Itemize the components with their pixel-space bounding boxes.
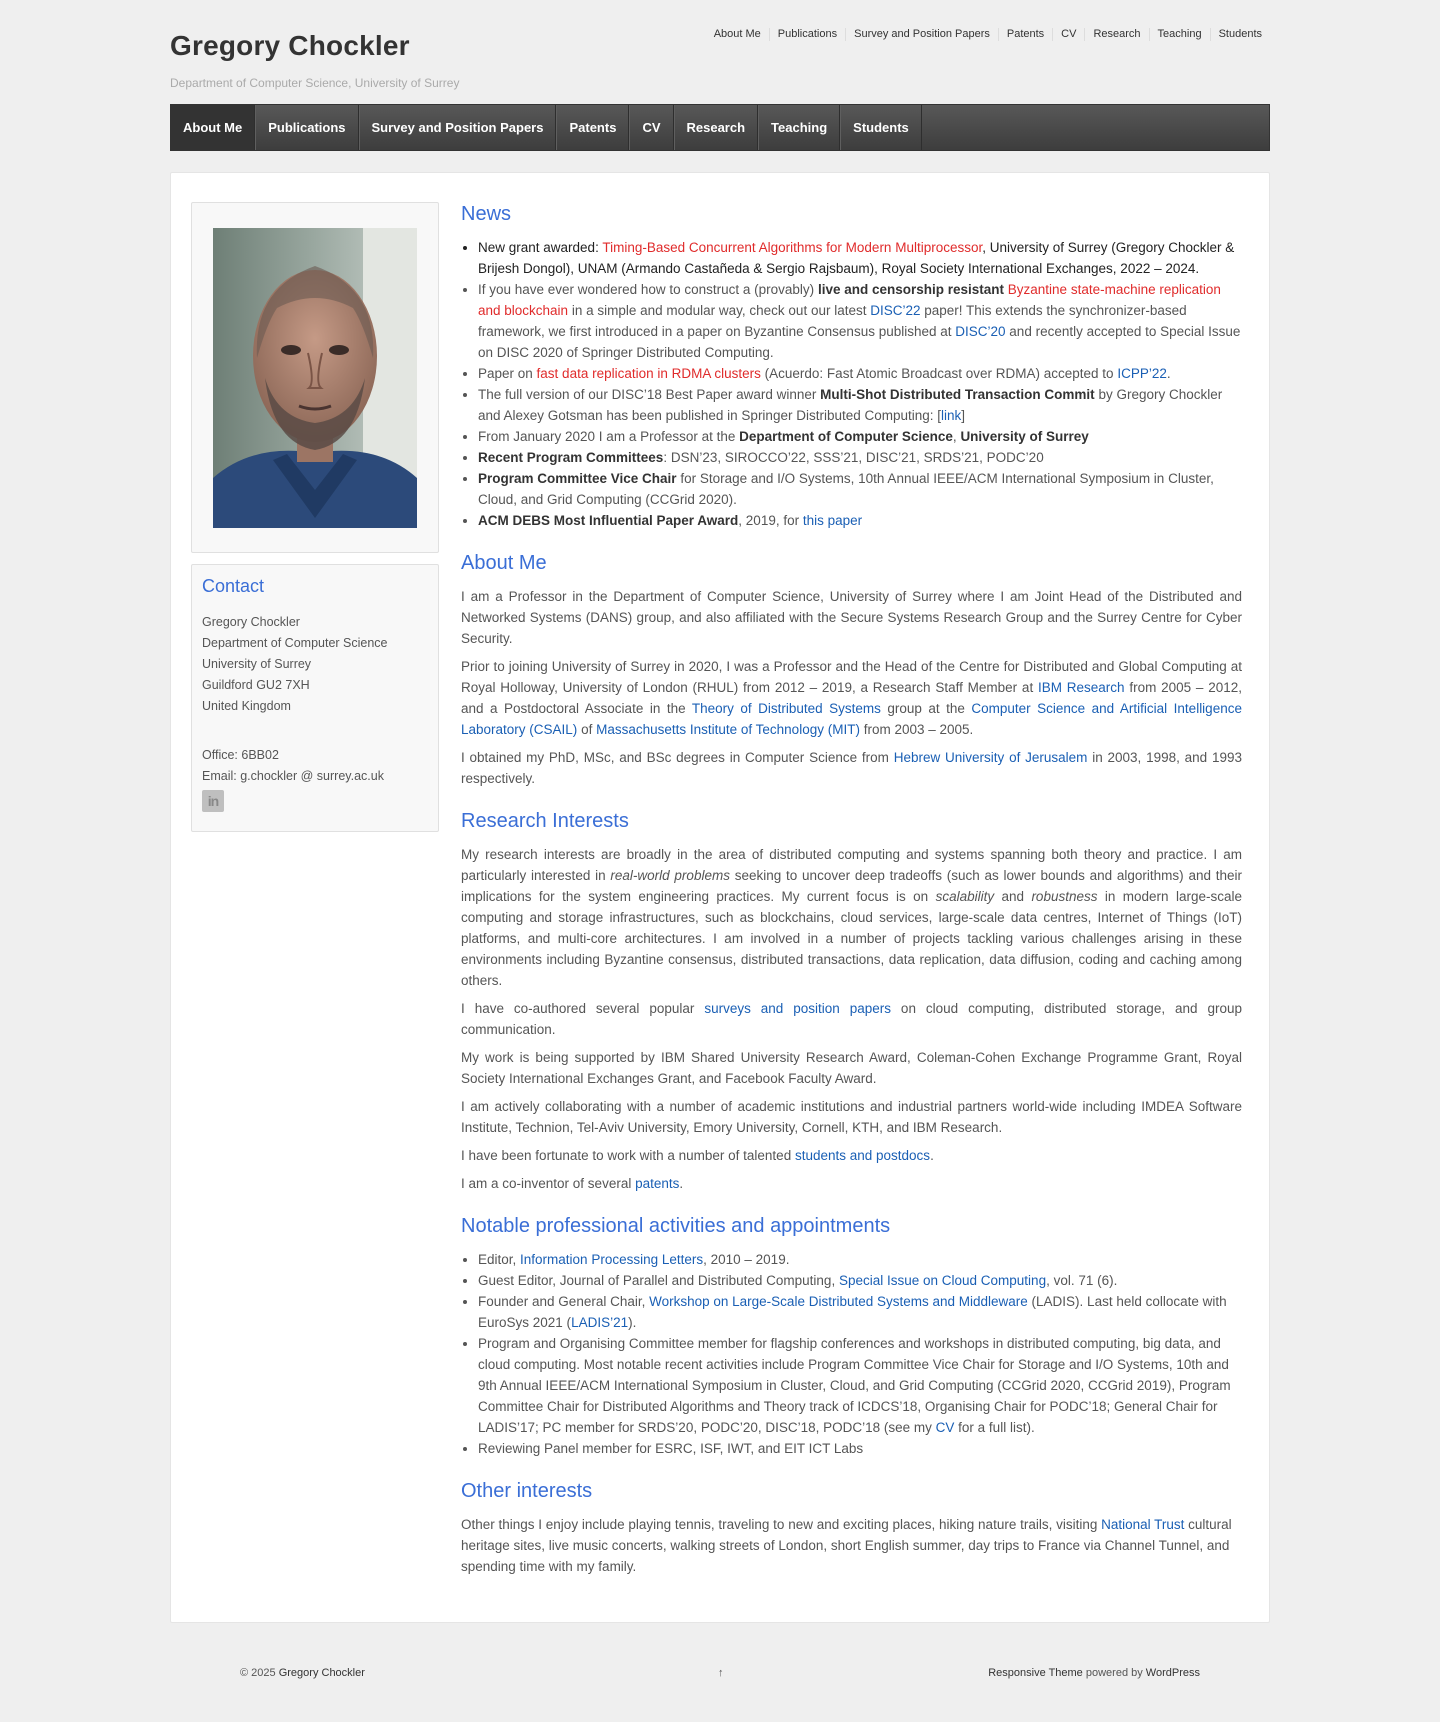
activity-text: , 2010 – 2019. (703, 1252, 790, 1267)
news-bold: ACM DEBS Most Influential Paper Award (478, 513, 739, 528)
ipl-link[interactable]: Information Processing Letters (520, 1252, 704, 1267)
national-trust-link[interactable]: National Trust (1101, 1517, 1185, 1532)
news-item (478, 237, 1242, 279)
byzantine-smr-link[interactable]: Byzantine state-machine replication and blockchain (478, 282, 1221, 318)
other-title: Other interests (461, 1480, 593, 1502)
activity-item (478, 1291, 1242, 1333)
patents-link[interactable]: patents (635, 1176, 680, 1191)
contact-widget (191, 564, 439, 832)
news-text: in a simple and modular way, check out our latest (568, 303, 871, 318)
research-text: seeking to uncover deep tradeoffs (such as lower bounds and algorithms) and their implications for the system engineering practices. My current focus is on (461, 868, 1242, 904)
about-paragraph: I am a Professor in the Department of Computer Science, University of Surrey where I am Joint Head of the Distributed and Networked Systems (DANS) group, and also affiliated with the Secure Systems Research Group and the Surrey Centre for Cyber Security. (461, 589, 1242, 646)
paper-link[interactable]: link (941, 408, 962, 423)
contact-country: United Kingdom (202, 699, 291, 713)
about-text: in 2003, 1998, and 1993 respectively. (461, 750, 1243, 786)
news-text: for Storage and I/O Systems, 10th Annual IEEE/ACM International Symposium in Cluster, Cloud, and Grid Computing (CCGrid 2020). (478, 471, 1214, 507)
main-nav (170, 104, 1270, 151)
research-section (461, 809, 1242, 1194)
news-text: Paper on (478, 366, 537, 381)
about-text: from 2003 – 2005. (859, 722, 974, 737)
disc22-link[interactable]: DISC’22 (870, 303, 921, 318)
news-bold: Department of Computer Science (739, 429, 953, 444)
top-menu-teaching[interactable]: Teaching (1149, 28, 1210, 41)
research-paragraph (461, 1145, 1242, 1166)
activity-text: Founder and General Chair, (478, 1294, 650, 1309)
grant-link[interactable]: Timing-Based Concurrent Algorithms for Modern Multiprocessor (602, 240, 983, 255)
about-text: from 2005 – 2012, and a Postdoctoral Associate in the (461, 680, 1242, 716)
research-paragraph: My work is being supported by IBM Shared University Research Award, Coleman-Cohen Exchange Programme Grant, Royal Society International Exchanges Grant, and Facebook Faculty Award. (461, 1050, 1242, 1086)
news-text: (Acuerdo: Fast Atomic Broadcast over RDMA) accepted to (760, 366, 1118, 381)
news-text: If you have ever wondered how to construct a (provably) (478, 282, 818, 297)
contact-city: Guildford GU2 7XH (202, 678, 310, 692)
news-item (478, 426, 1242, 447)
other-paragraph (461, 1514, 1242, 1577)
icpp22-link[interactable]: ICPP’22 (1117, 366, 1167, 381)
about-section (461, 551, 1242, 789)
activities-section (461, 1214, 1242, 1459)
research-text: My research interests are broadly in the area of distributed computing and systems spanning both theory and practice. I am particularly interested in (461, 847, 1242, 883)
nav-about-me[interactable]: About Me (171, 105, 255, 150)
research-title: Research Interests (461, 810, 629, 832)
main-content (461, 202, 1242, 1584)
news-item (478, 447, 1242, 468)
special-issue-link[interactable]: Special Issue on Cloud Computing (838, 1273, 1047, 1288)
news-text: From January 2020 I am a Professor at the (478, 429, 740, 444)
content-box (170, 172, 1270, 1623)
news-text: by Gregory Chockler and Alexey Gotsman has been published in Springer Distributed Computing: [ (478, 387, 1223, 423)
news-text: , (952, 429, 961, 444)
news-text: New grant awarded: (478, 240, 603, 255)
site-header (170, 0, 1270, 104)
about-title: About Me (461, 552, 547, 574)
activity-text: ). (628, 1315, 637, 1330)
news-item (478, 279, 1242, 363)
csail-link[interactable]: Computer Science and Artificial Intelligence Laboratory (CSAIL) (461, 701, 1242, 737)
research-italic: real-world problems (610, 868, 730, 883)
research-italic: scalability (935, 889, 995, 904)
news-text: , 2019, for (738, 513, 803, 528)
disc20-link[interactable]: DISC’20 (955, 324, 1006, 339)
top-menu-publications[interactable]: Publications (769, 28, 845, 41)
debs-paper-link[interactable]: this paper (802, 513, 863, 528)
nav-teaching[interactable]: Teaching (758, 105, 840, 150)
news-title: News (461, 203, 512, 225)
site-title[interactable]: Gregory Chockler (170, 30, 410, 61)
research-paragraph (461, 844, 1242, 991)
activity-text: Editor, (478, 1252, 521, 1267)
activity-text: (LADIS). Last held collocate with EuroSys 2021 ( (478, 1294, 1227, 1330)
news-section (461, 202, 1242, 531)
news-item (478, 363, 1242, 384)
research-text: I am a co-inventor of several (461, 1176, 636, 1191)
other-section (461, 1479, 1242, 1577)
research-paragraph (461, 1173, 1242, 1194)
research-text: I have been fortunate to work with a number of talented (461, 1148, 795, 1163)
news-bold: University of Surrey (960, 429, 1089, 444)
photo-widget (191, 202, 439, 553)
footer (170, 1661, 1270, 1721)
research-text: in modern large-scale computing and storage infrastructures, such as blockchains, cloud services, large-scale data centres, Internet of Things (IoT) platforms, and multi-core architectures. I am involved in a number of projects tackling various challenges arising in these environments including Byzantine consensus, distributed transactions, data replication, data diffusion, coding and caching among others. (461, 889, 1242, 988)
about-paragraph (461, 747, 1242, 789)
news-text: : DSN’23, SIROCCO’22, SSS’21, DISC’21, SRDS’21, PODC’20 (663, 450, 1044, 465)
activities-title: Notable professional activities and appointments (461, 1215, 891, 1237)
contact-office: Office: 6BB02 (202, 748, 279, 762)
profile-photo (213, 228, 417, 528)
top-menu-about[interactable]: About Me (713, 28, 761, 40)
sidebar (191, 202, 439, 1584)
nav-patents[interactable]: Patents (556, 105, 629, 150)
about-text: I obtained my PhD, MSc, and BSc degrees in Computer Science from (461, 750, 894, 765)
research-italic: robustness (1031, 889, 1098, 904)
news-text: and recently accepted to Special Issue on DISC 2020 of Springer Distributed Computing. (478, 324, 1241, 360)
other-text: Other things I enjoy include playing tennis, traveling to new and exciting places, hiking nature trails, visiting (461, 1517, 1102, 1532)
theme-link[interactable]: Responsive Theme (988, 1667, 1083, 1679)
top-menu-cv[interactable]: CV (1052, 28, 1084, 41)
contact-name: Gregory Chockler (202, 615, 300, 629)
mit-link[interactable]: Massachusetts Institute of Technology (MIT) (596, 722, 860, 737)
news-item (478, 384, 1242, 426)
research-text: I have co-authored several popular (461, 1001, 705, 1016)
activity-item (478, 1270, 1242, 1291)
news-text: paper! This extends the synchronizer-based framework, we first introduced in a paper on Byzantine Consensus published at (478, 303, 1187, 339)
news-bold: Recent Program Committees (478, 450, 664, 465)
credit-text: powered by (1082, 1667, 1146, 1679)
top-menu-survey[interactable]: Survey and Position Papers (845, 28, 998, 41)
tds-link[interactable]: Theory of Distributed Systems (691, 701, 881, 716)
news-bold: Multi-Shot Distributed Transaction Commit (820, 387, 1095, 402)
ladis21-link[interactable]: LADIS’21 (571, 1315, 629, 1330)
news-text: , University of Surrey (Gregory Chockler & Brijesh Dongol), UNAM (Armando Castañeda & Sergio Rajsbaum), Royal Society International Exchanges, 2022 – 2024. (478, 240, 1235, 276)
activity-item: • Reviewing Panel member for ESRC, ISF, IWT, and EIT ICT Labs (478, 1438, 1242, 1459)
copyright-name-link[interactable]: Gregory Chockler (278, 1667, 365, 1679)
activity-text: for a full list). (954, 1420, 1035, 1435)
ibm-research-link[interactable]: IBM Research (1037, 680, 1125, 695)
news-item (478, 468, 1242, 510)
contact-university: University of Surrey (202, 657, 312, 671)
cv-link[interactable]: CV (935, 1420, 955, 1435)
other-text: cultural heritage sites, live music concerts, walking streets of London, short English summer, day trips to France via Channel Tunnel, and spending time with my family. (461, 1517, 1232, 1574)
research-text: . (930, 1148, 934, 1163)
linkedin-icon[interactable]: in (202, 790, 224, 812)
top-menu-patents[interactable]: Patents (998, 28, 1052, 41)
news-text: The full version of our DISC’18 Best Paper award winner (478, 387, 821, 402)
activity-text: Program and Organising Committee member for flagship conferences and workshops in distributed computing, big data, and cloud computing. Most notable recent activities include Program Committee Vice Chair for Storage and I/O Systems, 10th and 9th Annual IEEE/ACM International Symposium in Cluster, Cloud, and Grid Computing (CCGrid 2020, CCGrid 2019), Program Committee Chair for Distributed Algorithms and Theory track of ICDCS’18, Organising Chair for PODC’18; General Chair for LADIS’17; PC member for SRDS’20, PODC’20, DISC’18, PODC’18 (see my (478, 1336, 1231, 1435)
top-menu-students[interactable]: Students (1210, 28, 1270, 41)
news-item (478, 510, 1242, 531)
news-list (461, 237, 1242, 531)
copyright-text: © 2025 (240, 1667, 279, 1679)
copyright (240, 1667, 365, 1679)
ladis-workshop-link[interactable]: Workshop on Large-Scale Distributed Systems and Middleware (649, 1294, 1028, 1309)
rdma-link[interactable]: fast data replication in RDMA clusters (536, 366, 761, 381)
about-paragraph (461, 656, 1242, 740)
surveys-link[interactable]: surveys and position papers (704, 1001, 891, 1016)
research-text: and (994, 889, 1032, 904)
research-paragraph: I am actively collaborating with a number of academic institutions and industrial partners world-wide including IMDEA Software Institute, Technion, Tel-Aviv University, Emory University, Cornell, KTH, and IBM Research. (461, 1099, 1242, 1135)
site-description: Department of Computer Science, University of Surrey (170, 76, 460, 90)
activities-list (461, 1249, 1242, 1459)
nav-survey-papers[interactable]: Survey and Position Papers (359, 105, 557, 150)
research-text: . (679, 1176, 684, 1191)
students-link[interactable]: students and postdocs (794, 1148, 931, 1163)
contact-title: Contact (202, 576, 265, 596)
news-text: ] (961, 408, 966, 423)
activity-item (478, 1249, 1242, 1270)
nav-publications[interactable]: Publications (255, 105, 358, 150)
news-bold: Program Committee Vice Chair (478, 471, 677, 486)
nav-research[interactable]: Research (674, 105, 759, 150)
contact-email: Email: g.chockler @ surrey.ac.uk (202, 769, 384, 783)
top-menu-research[interactable]: Research (1084, 28, 1148, 41)
scroll-top-arrow-icon[interactable]: ↑ (718, 1667, 724, 1679)
research-text: on cloud computing, distributed storage, and group communication. (461, 1001, 1243, 1037)
nav-cv[interactable]: CV (629, 105, 673, 150)
activity-text: , vol. 71 (6). (1046, 1273, 1118, 1288)
activity-text: Guest Editor, Journal of Parallel and Distributed Computing, (478, 1273, 839, 1288)
about-text: Prior to joining University of Surrey in 2020, I was a Professor and the Head of the Centre for Distributed and Global Computing at Royal Holloway, University of London (RHUL) from 2012 – 2019, a Research Staff Member at (461, 659, 1242, 695)
top-menu (706, 28, 1270, 41)
research-paragraph (461, 998, 1242, 1040)
about-text: group at the (880, 701, 972, 716)
news-bold: live and censorship resistant (817, 282, 1005, 297)
contact-department: Department of Computer Science (202, 636, 388, 650)
about-text: of (577, 722, 597, 737)
activity-item (478, 1333, 1242, 1438)
news-text: . (1166, 366, 1171, 381)
wordpress-link[interactable]: WordPress (1145, 1667, 1200, 1679)
huji-link[interactable]: Hebrew University of Jerusalem (893, 750, 1088, 765)
credit (988, 1667, 1200, 1679)
nav-students[interactable]: Students (840, 105, 922, 150)
